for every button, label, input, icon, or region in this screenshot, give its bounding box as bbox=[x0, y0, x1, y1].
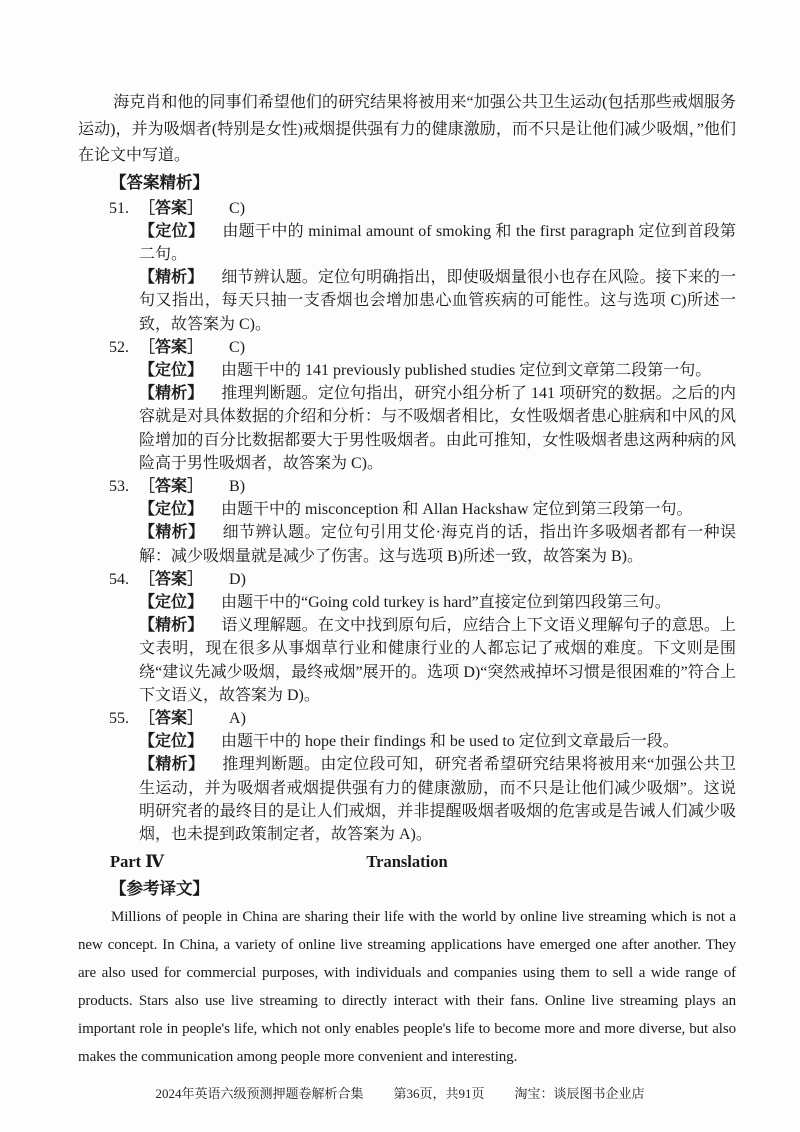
answer-line bbox=[109, 336, 736, 359]
part-title: Translation bbox=[366, 852, 448, 872]
footer-page-info: 第36页，共91页 bbox=[393, 1086, 485, 1101]
answer-label: ［答案］ bbox=[139, 338, 204, 356]
question-number: 53. bbox=[109, 477, 129, 495]
question-number: 52. bbox=[109, 338, 129, 356]
translation-header: 【参考译文】 bbox=[110, 880, 209, 899]
answer-letter: D) bbox=[229, 570, 246, 588]
locate-text: 由题干中的 141 previously published studies 定位到文章第二段第一句。 bbox=[221, 361, 712, 379]
locate-paragraph bbox=[139, 220, 736, 266]
locate-label: 【定位】 bbox=[139, 361, 204, 379]
footer-store-info: 淘宝：谈辰图书企业店 bbox=[514, 1086, 645, 1101]
question-51 bbox=[78, 197, 736, 336]
question-54 bbox=[78, 568, 736, 707]
locate-label: 【定位】 bbox=[139, 222, 205, 240]
part-heading bbox=[78, 849, 736, 875]
intro-paragraph: 海克肖和他的同事们希望他们的研究结果将被用来“加强公共卫生运动(包括那些戒烟服务运动)，并为吸烟者(特别是女性)戒烟提供强有力的健康激励，而不只是让他们减少吸烟，”他们在论文中写道。 bbox=[78, 94, 736, 164]
question-52 bbox=[78, 336, 736, 475]
analysis-label: 【精析】 bbox=[139, 524, 205, 542]
locate-label: 【定位】 bbox=[139, 733, 204, 751]
answer-label: ［答案］ bbox=[139, 709, 204, 727]
question-number: 55. bbox=[109, 709, 129, 727]
analysis-paragraph bbox=[139, 266, 736, 336]
analysis-label: 【精析】 bbox=[139, 617, 204, 635]
locate-paragraph bbox=[139, 498, 736, 521]
question-number: 54. bbox=[109, 570, 129, 588]
answer-line bbox=[109, 568, 736, 591]
analysis-text: 推理判断题。定位句指出，研究小组分析了 141 项研究的数据。之后的内容就是对具体数据的介绍和分析：与不吸烟者相比，女性吸烟者患心脏病和中风的风险增加的百分比数据都要大于男性吸烟者。由此可推知，女性吸烟者患这两种病的风险高于男性吸烟者，故答案为 C)。 bbox=[139, 385, 736, 472]
locate-paragraph bbox=[139, 359, 736, 382]
question-53 bbox=[78, 475, 736, 568]
answer-line bbox=[109, 197, 736, 220]
analysis-paragraph bbox=[139, 614, 736, 707]
footer-doc-title: 2024年英语六级预测押题卷解析合集 bbox=[155, 1086, 364, 1101]
locate-paragraph bbox=[139, 730, 736, 753]
answer-line bbox=[109, 707, 736, 730]
analysis-paragraph bbox=[139, 753, 736, 846]
analysis-label: 【精析】 bbox=[139, 756, 205, 774]
locate-label: 【定位】 bbox=[139, 593, 204, 611]
analysis-label: 【精析】 bbox=[139, 385, 204, 403]
analysis-paragraph bbox=[139, 382, 736, 475]
analysis-text: 细节辨认题。定位句明确指出，即使吸烟量很小也存在风险。接下来的一句又指出，每天只抽一支香烟也会增加患心血管疾病的可能性。这与选项 C)所述一致，故答案为 C)。 bbox=[139, 269, 736, 333]
analysis-text: 推理判断题。由定位段可知，研究者希望研究结果将被用来“加强公共卫生运动，并为吸烟者戒烟提供强有力的健康激励，而不只是让他们减少吸烟”。这说明研究者的最终目的是让人们戒烟，并非提醒吸烟者吸烟的危害或是告诫人们减少吸烟，也未提到政策制定者，故答案为 A)。 bbox=[139, 756, 736, 843]
analysis-text: 语义理解题。在文中找到原句后，应结合上下文语义理解句子的意思。上文表明，现在很多从事烟草行业和健康行业的人都忘记了戒烟的难度。下文则是围绕“建议先减少吸烟，最终戒烟”展开的。选项 D)“突然戒掉坏习惯是很困难的”符合上下文语义，故答案为 D)。 bbox=[139, 617, 736, 704]
analysis-label: 【精析】 bbox=[139, 269, 204, 287]
locate-text: 由题干中的 minimal amount of smoking 和 the first paragraph 定位到首段第二句。 bbox=[139, 222, 736, 263]
translation-paragraph: Millions of people in China are sharing their life with the world by online live streaming which is not a new concept. In China, a variety of online live streaming applications have emerged one after another. They are also used for commercial purposes, with individuals and companies using them to sell a wide range of products. Stars also use live streaming to directly interact with their fans. Online live streaming plays an important role in people's life, which not only enables people's life to become more and more diverse, but also makes the communication among people more convenient and interesting. bbox=[78, 909, 736, 1066]
part-label: Part Ⅳ bbox=[110, 852, 164, 872]
question-number: 51. bbox=[109, 199, 129, 217]
locate-label: 【定位】 bbox=[139, 501, 204, 519]
analysis-paragraph bbox=[139, 521, 736, 567]
answer-analysis-header: 【答案精析】 bbox=[110, 173, 209, 192]
analysis-text: 细节辨认题。定位句引用艾伦·海克肖的话，指出许多吸烟者都有一种误解：减少吸烟量就是减少了伤害。这与选项 B)所述一致，故答案为 B)。 bbox=[139, 524, 736, 565]
answer-letter: C) bbox=[229, 199, 246, 217]
answer-label: ［答案］ bbox=[139, 570, 204, 588]
answer-line bbox=[109, 475, 736, 498]
page-footer bbox=[0, 1083, 800, 1102]
page-content bbox=[78, 90, 736, 1071]
locate-paragraph bbox=[139, 591, 736, 614]
question-55 bbox=[78, 707, 736, 846]
locate-text: 由题干中的 misconception 和 Allan Hackshaw 定位到第三段第一句。 bbox=[221, 501, 693, 519]
locate-text: 由题干中的“Going cold turkey is hard”直接定位到第四段第三句。 bbox=[221, 593, 671, 611]
answer-label: ［答案］ bbox=[139, 477, 204, 495]
answer-letter: B) bbox=[229, 477, 246, 495]
answer-letter: C) bbox=[229, 338, 246, 356]
answer-label: ［答案］ bbox=[139, 199, 204, 217]
answer-letter: A) bbox=[229, 709, 246, 727]
locate-text: 由题干中的 hope their findings 和 be used to 定位到文章最后一段。 bbox=[221, 733, 679, 751]
